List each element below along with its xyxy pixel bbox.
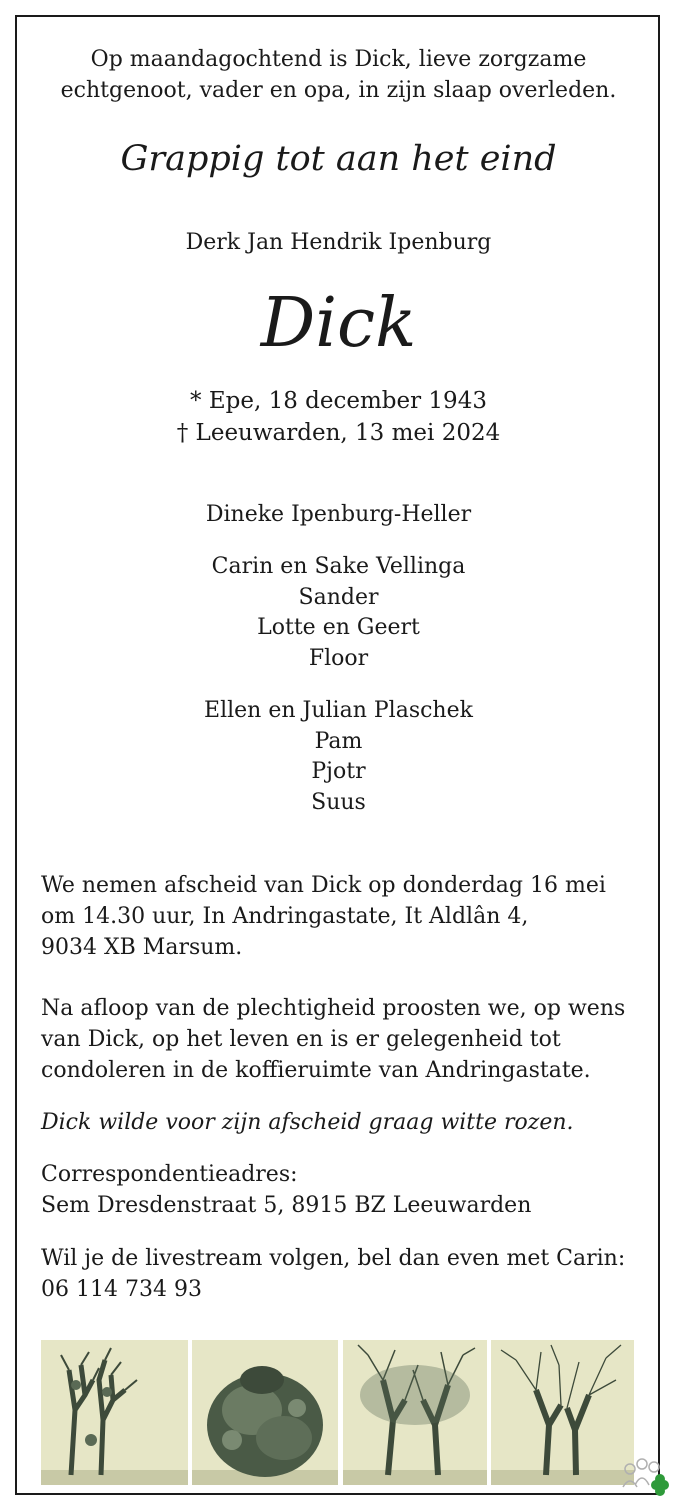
- tree-drawing-2: [192, 1340, 338, 1485]
- family-group-2: [17, 696, 660, 818]
- correspondence-value: Sem Dresdenstraat 5, 8915 BZ Leeuwarden: [41, 1193, 532, 1218]
- livestream-info: [41, 1243, 651, 1305]
- farewell-line: 9034 XB Marsum.: [41, 935, 243, 960]
- flowers-note: Dick wilde voor zijn afscheid graag witte rozen.: [41, 1110, 574, 1135]
- full-name: Derk Jan Hendrik Ipenburg: [185, 230, 492, 255]
- farewell-paragraph: [41, 870, 651, 963]
- farewell-line: om 14.30 uur, In Andringastate, It Aldlân 4,: [41, 904, 529, 929]
- family-member: Suus: [311, 789, 366, 815]
- correspondence-label: Correspondentieadres:: [41, 1162, 298, 1187]
- farewell-line: We nemen afscheid van Dick op donderdag 16 mei: [41, 873, 606, 898]
- reception-paragraph: [41, 993, 651, 1086]
- death-date: † Leeuwarden, 13 mei 2024: [176, 420, 501, 446]
- intro-line: echtgenoot, vader en opa, in zijn slaap overleden.: [60, 78, 617, 103]
- reception-line: Na afloop van de plechtigheid proosten we, op wens: [41, 996, 626, 1021]
- phone-number: 06 114 734 93: [41, 1277, 202, 1302]
- family-group-1: [17, 552, 660, 674]
- family-member: Ellen en Julian Plaschek: [204, 698, 473, 723]
- family-member: Floor: [308, 645, 369, 671]
- call-name: Dick: [260, 284, 417, 363]
- family-member: Sander: [298, 584, 379, 610]
- family-member: Lotte en Geert: [257, 615, 420, 640]
- livestream-text: Wil je de livestream volgen, bel dan even met Carin:: [41, 1246, 626, 1271]
- tree-drawing-1: [41, 1340, 188, 1485]
- correspondence-address: [41, 1159, 651, 1221]
- spouse-name: Dineke Ipenburg-Heller: [205, 502, 472, 527]
- family-member: Pam: [314, 728, 363, 754]
- life-dates: [17, 385, 660, 449]
- motto: Grappig tot aan het eind: [120, 139, 557, 179]
- intro-line: Op maandagochtend is Dick, lieve zorgzame: [90, 47, 587, 72]
- reception-line: van Dick, op het leven en is er gelegenheid tot: [41, 1027, 561, 1052]
- family-member: Carin en Sake Vellinga: [211, 554, 466, 579]
- tree-drawing-4: [491, 1340, 634, 1485]
- intro-text: [17, 44, 660, 106]
- memorial-site-logo: [620, 1455, 670, 1500]
- family-member: Pjotr: [311, 759, 366, 784]
- tree-drawing-3: [343, 1340, 487, 1485]
- birth-date: * Epe, 18 december 1943: [190, 388, 487, 414]
- reception-line: condoleren in de koffieruimte van Andringastate.: [41, 1058, 591, 1083]
